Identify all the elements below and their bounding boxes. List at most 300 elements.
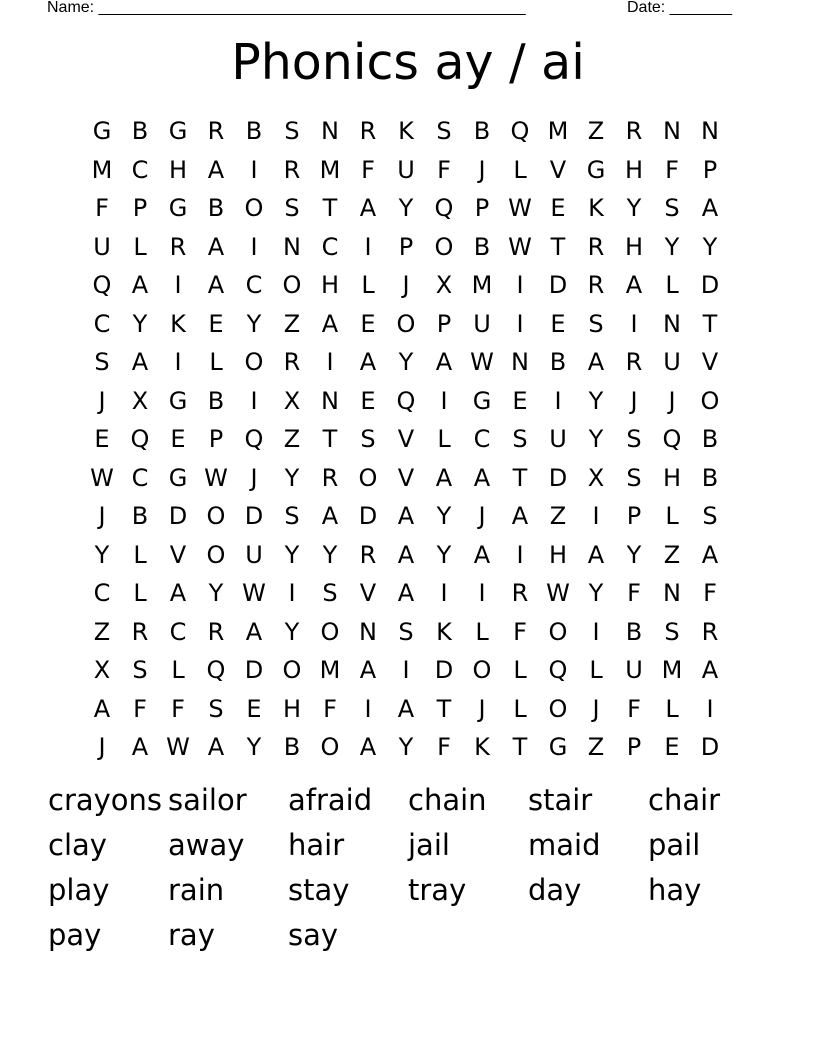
grid-cell: P <box>702 155 718 184</box>
grid-cell: J <box>98 733 106 762</box>
grid-cell: U <box>549 425 567 454</box>
grid-cell: A <box>397 502 415 531</box>
grid-cell: J <box>478 694 486 723</box>
grid-cell: F <box>665 155 679 184</box>
grid-row <box>83 690 729 729</box>
grid-cell: T <box>512 733 528 762</box>
word-bank-item: pail <box>648 828 701 862</box>
grid-cell: A <box>207 155 225 184</box>
grid-cell: P <box>208 425 224 454</box>
grid-cell: R <box>511 579 529 608</box>
grid-cell: Q <box>662 425 682 454</box>
grid-cell: G <box>168 194 188 223</box>
grid-cell: S <box>284 194 300 223</box>
grid-cell: Q <box>206 656 226 685</box>
grid-cell: C <box>93 309 111 338</box>
grid-cell: D <box>168 502 188 531</box>
grid-cell: F <box>323 694 337 723</box>
grid-cell: E <box>360 309 376 338</box>
grid-cell: V <box>701 348 719 377</box>
grid-cell: L <box>513 694 527 723</box>
grid-cell: B <box>207 386 225 415</box>
grid-cell: Y <box>246 733 262 762</box>
grid-cell: T <box>436 694 452 723</box>
grid-cell: E <box>664 733 680 762</box>
grid-cell: A <box>587 540 605 569</box>
grid-cell: F <box>95 194 109 223</box>
grid-cell: P <box>436 309 452 338</box>
grid-row <box>83 112 729 151</box>
grid-cell: C <box>131 155 149 184</box>
grid-cell: A <box>245 617 263 646</box>
grid-cell: A <box>625 271 643 300</box>
grid-cell: I <box>288 579 296 608</box>
grid-cell: Z <box>587 733 605 762</box>
grid-cell: L <box>133 232 147 261</box>
grid-cell: U <box>473 309 491 338</box>
grid-cell: W <box>470 348 494 377</box>
grid-cell: A <box>473 540 491 569</box>
date-field-label: Date: _______ <box>627 0 732 16</box>
grid-cell: V <box>397 425 415 454</box>
grid-cell: R <box>587 232 605 261</box>
grid-cell: C <box>131 463 149 492</box>
grid-cell: E <box>550 309 566 338</box>
grid-cell: A <box>93 694 111 723</box>
grid-cell: K <box>170 309 186 338</box>
grid-cell: Y <box>588 579 604 608</box>
grid-cell: I <box>326 348 334 377</box>
grid-cell: I <box>440 386 448 415</box>
grid-cell: A <box>511 502 529 531</box>
grid-cell: A <box>131 733 149 762</box>
grid-cell: P <box>626 733 642 762</box>
grid-cell: O <box>700 386 720 415</box>
grid-cell: A <box>701 194 719 223</box>
grid-cell: N <box>359 617 377 646</box>
grid-row <box>83 189 729 228</box>
grid-cell: D <box>700 733 720 762</box>
grid-cell: L <box>209 348 223 377</box>
word-bank-item: hay <box>648 873 702 907</box>
grid-cell: L <box>589 656 603 685</box>
grid-cell: T <box>512 463 528 492</box>
grid-cell: F <box>133 694 147 723</box>
grid-cell: O <box>206 540 226 569</box>
grid-cell: V <box>549 155 567 184</box>
grid-cell: F <box>627 694 641 723</box>
grid-cell: I <box>516 309 524 338</box>
worksheet-header <box>47 0 747 20</box>
grid-cell: A <box>473 463 491 492</box>
grid-cell: Y <box>284 540 300 569</box>
grid-cell: U <box>93 232 111 261</box>
grid-cell: X <box>435 271 453 300</box>
grid-cell: N <box>511 348 529 377</box>
grid-cell: R <box>587 271 605 300</box>
grid-cell: G <box>586 155 606 184</box>
grid-row <box>83 459 729 498</box>
grid-cell: Q <box>130 425 150 454</box>
grid-cell: Y <box>208 579 224 608</box>
grid-cell: M <box>471 271 493 300</box>
grid-cell: Y <box>588 386 604 415</box>
grid-cell: H <box>548 540 568 569</box>
grid-cell: B <box>473 232 491 261</box>
word-bank-item: stay <box>288 873 350 907</box>
grid-row <box>83 266 729 305</box>
grid-cell: Z <box>93 617 111 646</box>
grid-cell: G <box>168 386 188 415</box>
grid-cell: G <box>168 117 188 146</box>
grid-cell: K <box>398 117 414 146</box>
grid-cell: O <box>434 232 454 261</box>
grid-cell: A <box>207 271 225 300</box>
grid-cell: I <box>630 309 638 338</box>
grid-row <box>83 228 729 267</box>
grid-cell: Y <box>588 425 604 454</box>
grid-cell: A <box>321 309 339 338</box>
word-bank-item: hair <box>288 828 345 862</box>
grid-cell: E <box>550 194 566 223</box>
grid-cell: A <box>359 733 377 762</box>
grid-cell: L <box>513 656 527 685</box>
grid-cell: J <box>630 386 638 415</box>
grid-row <box>83 343 729 382</box>
grid-cell: Y <box>94 540 110 569</box>
grid-cell: L <box>361 271 375 300</box>
grid-cell: Z <box>663 540 681 569</box>
word-bank-item: day <box>528 873 582 907</box>
grid-cell: G <box>168 463 188 492</box>
grid-cell: I <box>516 271 524 300</box>
grid-cell: C <box>245 271 263 300</box>
grid-cell: F <box>361 155 375 184</box>
grid-cell: C <box>93 579 111 608</box>
grid-cell: G <box>548 733 568 762</box>
grid-cell: Y <box>398 733 414 762</box>
grid-cell: H <box>282 694 302 723</box>
word-bank-item: stair <box>528 783 593 817</box>
grid-cell: P <box>132 194 148 223</box>
grid-row <box>83 536 729 575</box>
grid-cell: F <box>437 155 451 184</box>
grid-cell: D <box>434 656 454 685</box>
grid-cell: I <box>440 579 448 608</box>
grid-cell: Y <box>626 194 642 223</box>
grid-cell: F <box>171 694 185 723</box>
grid-cell: A <box>207 232 225 261</box>
grid-cell: A <box>169 579 187 608</box>
grid-cell: Z <box>283 425 301 454</box>
word-bank-item: ray <box>168 918 215 952</box>
grid-cell: R <box>625 117 643 146</box>
grid-cell: B <box>131 117 149 146</box>
grid-cell: A <box>359 656 377 685</box>
grid-row <box>83 574 729 613</box>
grid-cell: Y <box>246 309 262 338</box>
grid-cell: E <box>360 386 376 415</box>
grid-cell: W <box>546 579 570 608</box>
grid-cell: C <box>321 232 339 261</box>
grid-cell: R <box>625 348 643 377</box>
grid-cell: E <box>94 425 110 454</box>
grid-cell: C <box>169 617 187 646</box>
grid-cell: X <box>93 656 111 685</box>
grid-cell: A <box>359 194 377 223</box>
grid-cell: R <box>131 617 149 646</box>
grid-cell: B <box>245 117 263 146</box>
grid-cell: B <box>549 348 567 377</box>
grid-cell: H <box>662 463 682 492</box>
word-bank-item: tray <box>408 873 467 907</box>
grid-cell: B <box>701 425 719 454</box>
word-bank-item: chair <box>648 783 721 817</box>
grid-row <box>83 305 729 344</box>
grid-cell: J <box>250 463 258 492</box>
grid-cell: E <box>170 425 186 454</box>
grid-cell: A <box>397 579 415 608</box>
grid-cell: Q <box>396 386 416 415</box>
grid-cell: P <box>474 194 490 223</box>
grid-cell: S <box>702 502 718 531</box>
grid-cell: V <box>397 463 415 492</box>
grid-cell: B <box>701 463 719 492</box>
grid-cell: T <box>322 425 338 454</box>
grid-row <box>83 151 729 190</box>
grid-cell: I <box>554 386 562 415</box>
grid-cell: L <box>665 271 679 300</box>
grid-cell: I <box>250 386 258 415</box>
grid-cell: S <box>664 617 680 646</box>
grid-cell: O <box>358 463 378 492</box>
grid-cell: S <box>626 425 642 454</box>
grid-cell: S <box>360 425 376 454</box>
word-bank-item: rain <box>168 873 225 907</box>
grid-cell: J <box>98 386 106 415</box>
grid-cell: L <box>133 579 147 608</box>
grid-cell: S <box>588 309 604 338</box>
grid-cell: O <box>396 309 416 338</box>
grid-cell: Y <box>284 617 300 646</box>
grid-cell: N <box>663 117 681 146</box>
grid-cell: Q <box>548 656 568 685</box>
grid-cell: L <box>171 656 185 685</box>
word-bank-item: jail <box>408 828 450 862</box>
grid-cell: H <box>168 155 188 184</box>
grid-cell: P <box>626 502 642 531</box>
grid-cell: Y <box>626 540 642 569</box>
page-title: Phonics ay / ai <box>231 34 585 91</box>
grid-cell: S <box>208 694 224 723</box>
grid-cell: M <box>547 117 569 146</box>
grid-cell: A <box>435 348 453 377</box>
grid-cell: Y <box>436 540 452 569</box>
grid-cell: H <box>320 271 340 300</box>
grid-cell: O <box>282 271 302 300</box>
grid-cell: S <box>94 348 110 377</box>
grid-cell: I <box>174 271 182 300</box>
grid-cell: I <box>706 694 714 723</box>
grid-cell: W <box>166 733 190 762</box>
grid-cell: I <box>402 656 410 685</box>
grid-cell: D <box>548 463 568 492</box>
word-bank-item: afraid <box>288 783 373 817</box>
grid-cell: M <box>319 656 341 685</box>
grid-cell: M <box>91 155 113 184</box>
grid-cell: Y <box>398 348 414 377</box>
grid-cell: G <box>92 117 112 146</box>
grid-cell: R <box>701 617 719 646</box>
grid-cell: A <box>397 540 415 569</box>
grid-cell: L <box>513 155 527 184</box>
grid-cell: O <box>320 617 340 646</box>
grid-cell: L <box>665 502 679 531</box>
word-bank-item: crayons <box>48 783 163 817</box>
grid-cell: I <box>364 232 372 261</box>
grid-cell: N <box>321 117 339 146</box>
grid-cell: N <box>283 232 301 261</box>
grid-cell: N <box>701 117 719 146</box>
grid-cell: Q <box>244 425 264 454</box>
grid-cell: S <box>398 617 414 646</box>
grid-row <box>83 497 729 536</box>
word-bank-item: sailor <box>168 783 247 817</box>
grid-row <box>83 382 729 421</box>
grid-cell: J <box>592 694 600 723</box>
grid-cell: S <box>436 117 452 146</box>
grid-cell: L <box>437 425 451 454</box>
grid-cell: A <box>397 694 415 723</box>
grid-cell: U <box>397 155 415 184</box>
grid-cell: Y <box>702 232 718 261</box>
grid-cell: A <box>321 502 339 531</box>
grid-cell: S <box>132 656 148 685</box>
grid-cell: R <box>169 232 187 261</box>
grid-cell: D <box>244 656 264 685</box>
grid-cell: Z <box>549 502 567 531</box>
grid-cell: J <box>668 386 676 415</box>
word-bank <box>48 778 768 958</box>
grid-cell: K <box>474 733 490 762</box>
grid-cell: T <box>702 309 718 338</box>
grid-cell: D <box>548 271 568 300</box>
grid-cell: W <box>508 232 532 261</box>
grid-cell: A <box>435 463 453 492</box>
grid-cell: B <box>473 117 491 146</box>
grid-cell: F <box>437 733 451 762</box>
word-bank-item: maid <box>528 828 601 862</box>
grid-cell: W <box>204 463 228 492</box>
grid-cell: Y <box>322 540 338 569</box>
grid-row <box>83 728 729 767</box>
grid-cell: I <box>478 579 486 608</box>
grid-cell: E <box>512 386 528 415</box>
grid-cell: O <box>472 656 492 685</box>
grid-cell: S <box>626 463 642 492</box>
grid-cell: S <box>284 117 300 146</box>
grid-cell: X <box>283 386 301 415</box>
grid-cell: Y <box>132 309 148 338</box>
grid-cell: E <box>246 694 262 723</box>
grid-cell: D <box>700 271 720 300</box>
grid-cell: R <box>359 117 377 146</box>
grid-cell: N <box>663 579 681 608</box>
grid-cell: M <box>319 155 341 184</box>
grid-cell: F <box>627 579 641 608</box>
grid-cell: N <box>663 309 681 338</box>
grid-cell: B <box>283 733 301 762</box>
grid-cell: N <box>321 386 339 415</box>
grid-row <box>83 651 729 690</box>
grid-cell: J <box>98 502 106 531</box>
grid-cell: S <box>322 579 338 608</box>
grid-cell: K <box>436 617 452 646</box>
grid-cell: U <box>625 656 643 685</box>
grid-cell: Z <box>587 117 605 146</box>
grid-cell: T <box>322 194 338 223</box>
grid-cell: L <box>665 694 679 723</box>
grid-cell: Y <box>664 232 680 261</box>
name-field-label: Name: ________________________________________________ <box>47 0 526 16</box>
grid-cell: X <box>587 463 605 492</box>
grid-cell: A <box>131 348 149 377</box>
grid-cell: P <box>398 232 414 261</box>
grid-cell: J <box>402 271 410 300</box>
grid-cell: I <box>364 694 372 723</box>
grid-cell: S <box>664 194 680 223</box>
grid-cell: Y <box>284 463 300 492</box>
word-bank-item: chain <box>408 783 487 817</box>
grid-cell: I <box>592 502 600 531</box>
grid-cell: W <box>242 579 266 608</box>
word-search-grid <box>83 112 729 767</box>
grid-cell: I <box>516 540 524 569</box>
grid-cell: R <box>207 117 225 146</box>
grid-cell: R <box>207 617 225 646</box>
grid-cell: V <box>169 540 187 569</box>
grid-cell: W <box>90 463 114 492</box>
grid-cell: C <box>473 425 491 454</box>
grid-cell: O <box>244 194 264 223</box>
grid-cell: Y <box>398 194 414 223</box>
grid-cell: O <box>320 733 340 762</box>
grid-cell: A <box>131 271 149 300</box>
grid-cell: D <box>244 502 264 531</box>
grid-cell: F <box>703 579 717 608</box>
grid-cell: G <box>472 386 492 415</box>
grid-cell: S <box>284 502 300 531</box>
grid-cell: I <box>592 617 600 646</box>
grid-cell: L <box>475 617 489 646</box>
grid-cell: A <box>701 540 719 569</box>
grid-cell: J <box>478 155 486 184</box>
grid-cell: U <box>245 540 263 569</box>
grid-cell: B <box>131 502 149 531</box>
grid-row <box>83 613 729 652</box>
word-bank-item: clay <box>48 828 107 862</box>
grid-cell: Q <box>434 194 454 223</box>
grid-cell: O <box>244 348 264 377</box>
word-bank-item: play <box>48 873 110 907</box>
grid-cell: A <box>207 733 225 762</box>
grid-cell: J <box>478 502 486 531</box>
grid-cell: I <box>250 155 258 184</box>
grid-cell: F <box>513 617 527 646</box>
grid-cell: Q <box>92 271 112 300</box>
grid-cell: R <box>283 155 301 184</box>
grid-cell: I <box>174 348 182 377</box>
